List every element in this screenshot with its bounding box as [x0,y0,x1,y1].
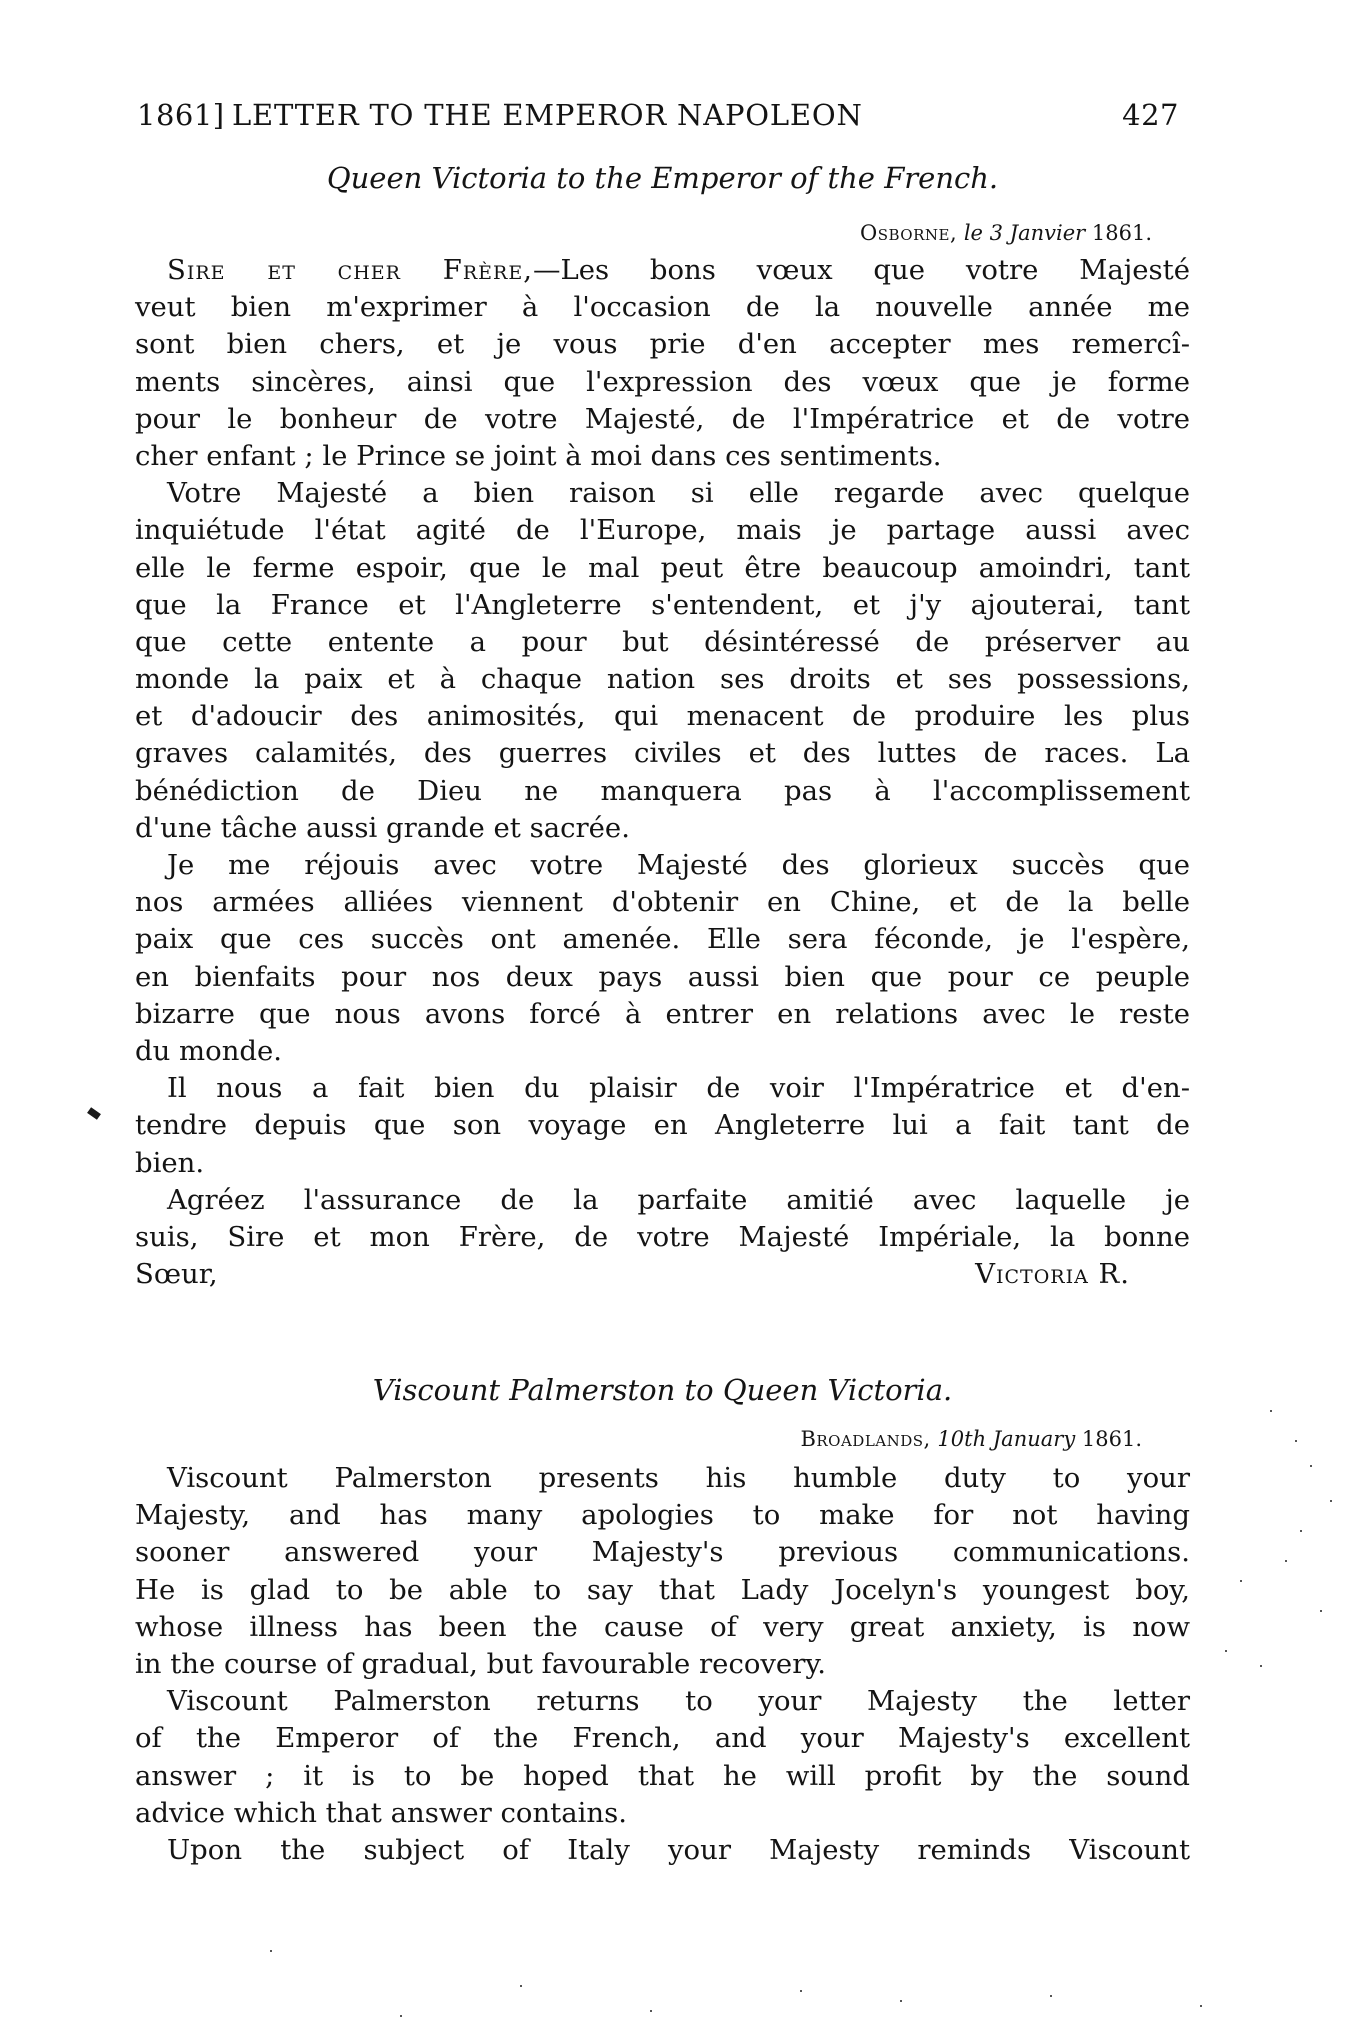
text-line: of the Emperor of the French, and your Majesty's excellent [135,1722,1190,1755]
scan-speck [1300,1530,1302,1532]
text-line: tendre depuis que son voyage en Angleterre lui a fait tant de [135,1109,1190,1142]
text-line: bien. [135,1146,205,1179]
text-line: que la France et l'Angleterre s'entendent, et j'y ajouterai, tant [135,588,1190,621]
scan-speck [520,1985,522,1987]
scan-speck [1270,1410,1272,1412]
letter-title: Viscount Palmerston to Queen Victoria. [372,1373,953,1407]
salutation: Sire et cher Frère, [167,254,533,286]
text-line: sont bien chers, et je vous prie d'en accepter mes remercî- [135,328,1190,361]
text-line: in the course of gradual, but favourable recovery. [135,1647,826,1680]
scan-speck [1310,1465,1312,1467]
running-head-year: 1861] [137,98,225,132]
text-line: answer ; it is to be hoped that he will profit by the sound [135,1759,1190,1792]
dateline-place: Broadlands, [800,1427,931,1451]
text-line: monde la paix et à chaque nation ses droits et ses possessions, [135,663,1190,696]
text-line: Je me réjouis avec votre Majesté des glorieux succès que [167,849,1190,881]
scan-speck [1320,1610,1322,1612]
scan-speck [1225,1650,1227,1652]
dateline-year: 1861. [1091,221,1152,245]
scan-speck [400,2015,402,2017]
text-line: Sire et cher Frère,—Les bons vœux que votre Majesté [167,254,1190,286]
text-line: bénédiction de Dieu ne manquera pas à l'accomplissement [135,774,1190,807]
text-line: Majesty, and has many apologies to make for not having [135,1499,1190,1532]
text-line: Votre Majesté a bien raison si elle regarde avec quelque [167,477,1190,510]
text-line: veut bien m'exprimer à l'occasion de la nouvelle année me [135,291,1190,324]
dateline [860,218,1152,248]
text-line: graves calamités, des guerres civiles et des luttes de races. La [135,737,1190,770]
scan-speck [1285,1560,1287,1562]
signature: Victoria R. [975,1258,1130,1291]
text-line: Viscount Palmerston returns to your Majesty the letter [167,1685,1190,1718]
text-line: pour le bonheur de votre Majesté, de l'Impératrice et de votre [135,402,1190,435]
scan-speck [1330,1500,1332,1502]
scan-speck [1240,1580,1242,1582]
dateline-year: 1861. [1081,1427,1142,1451]
letter-body [135,252,1190,1293]
page-number: 427 [1122,98,1179,132]
text-line: sooner answered your Majesty's previous communications. [135,1536,1190,1569]
dateline [800,1424,1142,1454]
text-line: suis, Sire et mon Frère, de votre Majesté Impériale, la bonne [135,1220,1190,1253]
closing: Sœur, [135,1258,218,1291]
text-line: que cette entente a pour but désintéressé de préserver au [135,625,1190,658]
scan-speck [1050,1995,1052,1997]
text-line: Upon the subject of Italy your Majesty reminds Viscount [167,1833,1190,1866]
text-line: whose illness has been the cause of very great anxiety, is now [135,1610,1190,1643]
letter-title: Queen Victoria to the Emperor of the French. [326,161,999,195]
scan-speck [1295,1440,1297,1442]
ink-blot [87,1107,101,1120]
scan-speck [270,1950,272,1952]
text-line: d'une tâche aussi grande et sacrée. [135,811,630,844]
text-line: cher enfant ; le Prince se joint à moi dans ces sentiments. [135,439,942,472]
scan-speck [900,2000,902,2002]
dateline-date: le 3 Janvier [963,221,1086,245]
text-line: bizarre que nous avons forcé à entrer en relations avec le reste [135,997,1190,1030]
running-head [137,95,1179,135]
text-line: nos armées alliées viennent d'obtenir en Chine, et de la belle [135,886,1190,919]
text-line: du monde. [135,1034,283,1067]
scan-speck [1260,1665,1262,1667]
closing-row [135,1256,1190,1293]
scan-speck [650,2010,652,2012]
scan-speck [800,1990,802,1992]
text-line: He is glad to be able to say that Lady Jocelyn's youngest boy, [135,1573,1190,1606]
text-line: paix que ces succès ont amenée. Elle sera féconde, je l'espère, [135,923,1190,956]
text-line: Agréez l'assurance de la parfaite amitié avec laquelle je [167,1183,1190,1216]
text-line: Viscount Palmerston presents his humble duty to your [167,1462,1190,1494]
text-line: elle le ferme espoir, que le mal peut être beaucoup amoindri, tant [135,551,1190,584]
running-head-title: LETTER TO THE EMPEROR NAPOLEON [232,98,863,132]
text-line: ments sincères, ainsi que l'expression des vœux que je forme [135,365,1190,398]
dateline-place: Osborne, [859,221,958,245]
scan-speck [1200,2005,1202,2007]
text-line: en bienfaits pour nos deux pays aussi bien que pour ce peuple [135,960,1190,993]
text-line: inquiétude l'état agité de l'Europe, mais je partage aussi avec [135,514,1190,547]
text-line: advice which that answer contains. [135,1796,627,1829]
text-line: Il nous a fait bien du plaisir de voir l'Impératrice et d'en- [167,1072,1190,1105]
dateline-date: 10th January [937,1427,1076,1451]
letter-body [135,1460,1190,1869]
text-line: et d'adoucir des animosités, qui menacent de produire les plus [135,700,1190,733]
